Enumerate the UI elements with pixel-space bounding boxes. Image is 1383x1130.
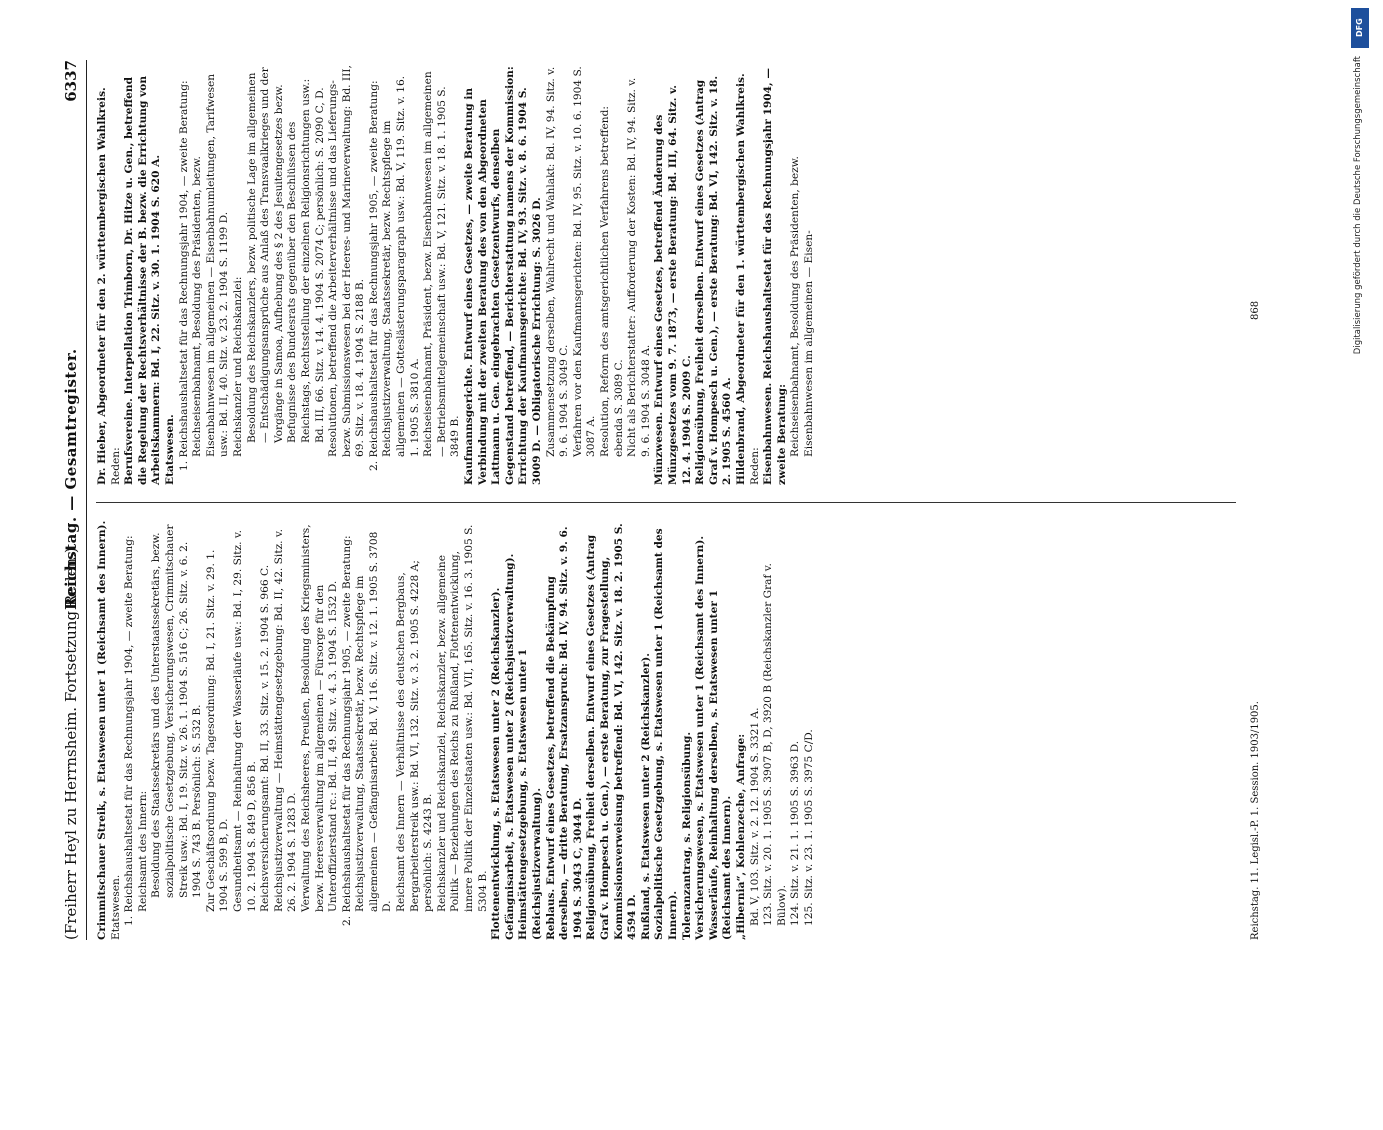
entry: Flottenentwicklung, s. Etatswesen unter 2 (Reichskanzler). xyxy=(490,587,503,940)
entry: 124. Sitz. v. 21. 1. 1905 S. 3963 D. xyxy=(789,740,802,926)
entry: 2. Reichshaushaltsetat für das Rechnungsjahr 1905, — zweite Beratung: xyxy=(367,80,380,471)
entry: Reichsamt des Innern: xyxy=(136,790,149,912)
entry: Reden: xyxy=(109,447,122,485)
entry: Reichseisenbahnamt, Besoldung des Präsidenten, bezw. Eisenbahnwesen im allgemeinen — Eisenbahnumleitungen, Tarifwesen usw.: Bd. II, 40. Sitz. v. 23. 2. 1904 S. 1199 D. xyxy=(191,73,231,457)
entry: Rußland, s. Etatswesen unter 2 (Reichskanzler). xyxy=(639,653,652,940)
rotated-page xyxy=(50,60,1310,1000)
entry: Eisenbahnwesen. Reichshaushaltsetat für das Rechnungsjahr 1904, — zweite Beratung: xyxy=(762,67,788,485)
footer-left: Reichstag. 11. Legisl.-P. 1. Session. 1903/1905. xyxy=(1250,701,1261,940)
funding-note: Digitalisierung gefördert durch die Deutsche Forschungsgemeinschaft xyxy=(1353,56,1363,355)
entry: Versicherungswesen, s. Etatswesen unter 1 (Reichsamt des Innern). xyxy=(694,535,707,940)
entry: Hildenbrand, Abgeordneter für den 1. württembergischen Wahlkreis. xyxy=(734,73,747,485)
entry: Resolutionen, betreffend die Arbeiterverhältnisse und das Lieferungs- bezw. Submissionswesen bei der Heeres- und Marineverwaltung: Bd. III, 69. Sitz. v. 18. 4. 1904 S. 2188 B. xyxy=(327,65,367,457)
entry: 1. Reichshaushaltsetat für das Rechnungsjahr 1904, — zweite Beratung: xyxy=(177,80,190,471)
entry: Reichsamt des Innern — Verhältnisse des deutschen Bergbaus, Bergarbeiterstreik usw.: Bd. VI, 132. Sitz. v. 3. 2. 1905 S. 4228 A; persönlich: S. 4243 B. xyxy=(395,560,435,912)
entry: Reichseisenbahnamt, Besoldung des Präsidenten, bezw. Eisenbahnwesen im allgemeinen — Eisen- xyxy=(789,156,815,457)
header-title: Reichstag. — Gesamtregister. xyxy=(62,348,80,610)
entry: Zusammensetzung derselben, Wahlrecht und Wahlakt: Bd. IV, 94. Sitz. v. 9. 6. 1904 S. 3049 C. xyxy=(544,66,571,457)
entry: Wasserläufe, Reinhaltung derselben, s. Etatswesen unter 1 (Reichsamt des Innern). xyxy=(707,590,734,940)
entry: Gesundheitsamt — Reinhaltung der Wasserläufe usw.: Bd. I, 29. Sitz. v. 10. 2. 1904 S. 849 D, 856 B. xyxy=(231,530,258,912)
entry: Religionsübung, Freiheit derselben. Entwurf eines Gesetzes (Antrag Graf v. Hompesch u. Gen.), — erste Beratung, zur Fragestellung, Kommissionsverweisung betreffend: Bd. VI, 142. Sitz. v. 18. 2. 1905 S. 4594 D. xyxy=(585,523,639,940)
entry: Nicht als Berichterstatter: Aufforderung der Kosten: Bd. IV, 94. Sitz. v. 9. 6. 1904 S. 3048 A. xyxy=(626,77,652,457)
entry: Zur Geschäftsordnung bezw. Tagesordnung: Bd. I, 21. Sitz. v. 29. 1. 1904 S. 599 B, D. xyxy=(204,549,231,912)
entry: Toleranzantrag, s. Religionsübung. xyxy=(680,731,693,940)
entry: Reichsjustizverwaltung — Heimstättengesetzgebung: Bd. II, 42. Sitz. v. 26. 2. 1904 S. 1283 D. xyxy=(272,529,299,912)
dfg-logo: DFG xyxy=(1351,8,1369,48)
entry: Reichsjustizverwaltung, Staatssekretär, bezw. Rechtspflege im allgemeinen — Gefängnisarbeit: Bd. V, 116. Sitz. v. 12. 1. 1905 S. 3708 D. xyxy=(354,531,394,912)
entry: 123. Sitz. v. 20. 1. 1905 S. 3907 B, D, 3920 B (Reichskanzler Graf v. Bülow). xyxy=(762,563,788,926)
entry: Reichsjustizverwaltung, Staatssekretär, bezw. Rechtspflege im allgemeinen — Gotteslästerungsparagraph usw.: Bd. V, 119. Sitz. v. 16. 1. 1905 S. 3810 A. xyxy=(381,75,421,457)
entry: Kaufmannsgerichte. Entwurf eines Gesetzes, — zweite Beratung in Verbindung mit der zweiten Beratung des von den Abgeordneten Lattmann u. Gen. eingebrachten Gesetzentwurfs, denselben Gegenstand betreffend, — Berichterstattung namens der Kommission: Errichtung der Kaufmannsgerichte: Bd. IV, 93. Sitz. v. 8. 6. 1904 S. 3009 D. — Obligatorische Errichtung: S. 3026 D. xyxy=(463,66,543,485)
scanned-page xyxy=(50,0,1261,1130)
entry: Religionsübung, Freiheit derselben. Entwurf eines Gesetzes (Antrag Graf v. Hompesch u. Gen.), — erste Beratung: Bd. VI, 142. Sitz. v. 18. 2. 1905 S. 4560 A. xyxy=(694,75,734,485)
entry: Reblaus. Entwurf eines Gesetzes, betreffend die Bekämpfung derselben, — dritte Beratung, Ersatzanspruch: Bd. IV, 94. Sitz. v. 9. 6. 1904 S. 3043 C, 3044 D. xyxy=(544,526,584,940)
column-left xyxy=(96,520,816,940)
entry: Reichskanzler und Reichskanzlei, Reichskanzler, bezw. allgemeine Politik — Beziehungen des Reichs zu Rußland, Flottenentwicklung, innere Politik der Einzelstaaten usw.: Bd. VII, 165. Sitz. v. 16. 3. 1905 S. 5304 B. xyxy=(435,524,489,912)
footer-sheet-number: 868 xyxy=(1250,300,1261,320)
header-rule xyxy=(86,60,87,940)
entry: Besoldung des Staatssekretärs und des Unterstaatssekretärs, bezw. sozialpolitische Gesetzgebung, Versicherungswesen, Crimmitschauer Streik usw.: Bd. I, 19. Sitz. v. 26. 1. 1904 S. 516 C; 26. Sitz. v. 6. 2. 1904 S. 743 B. Persönlich: S. 532 B. xyxy=(150,524,204,898)
entry: Gefängnisarbeit, s. Etatswesen unter 2 (Reichsjustizverwaltung). xyxy=(503,553,516,940)
entry: Besoldung des Reichskanzlers, bezw. politische Lage im allgemeinen — Entschädigungsansprüche aus Anlaß des Transvaalkrieges und der Vorgänge in Samoa, Aufhebung des § 2 des Jesuitengesetzes bezw. Befugnisse des Bundesrats gegenüber den Beschlüssen des Reichstags, Rechtsstellung der einzelnen Religionsrichtungen usw.: Bd. III, 66. Sitz. v. 14. 4. 1904 S. 2074 C; persönlich: S. 2090 C, D. xyxy=(245,67,326,443)
page-number: 6337 xyxy=(62,60,80,102)
header-left: (Freiherr Heyl zu Herrnsheim. Fortsetzung Reden.) xyxy=(62,547,80,940)
dfg-sidebar xyxy=(1351,8,1375,988)
entry: 1. Reichshaushaltsetat für das Rechnungsjahr 1904, — zweite Beratung: xyxy=(123,535,136,926)
column-divider xyxy=(96,502,1236,503)
entry: Berufsvereine. Interpellation Trimborn, Dr. Hitze u. Gen., betreffend die Regelung der Rechtsverhältnisse der B. bezw. die Errichtung von Arbeitskammern: Bd. I, 22. Sitz. v. 30. 1. 1904 S. 620 A. xyxy=(123,75,163,485)
entry: Münzwesen. Entwurf eines Gesetzes, betreffend Änderung des Münzgesetzes vom 9. 7. 1873, — erste Beratung: Bd. III, 64. Sitz. v. 12. 4. 1904 S. 2009 C. xyxy=(653,85,693,485)
page-header xyxy=(58,60,88,940)
entry: Etatswesen. xyxy=(163,414,176,485)
entry: Resolution, Reform des amtsgerichtlichen Verfahrens betreffend: ebenda S. 3089 C. xyxy=(598,106,625,457)
entry: Reichseisenbahnamt, Präsident, bezw. Eisenbahnwesen im allgemeinen — Betriebsmittelgemeinschaft usw.: Bd. V, 121. Sitz. v. 18. 1. 1905 S. 3849 B. xyxy=(422,71,462,457)
entry: „Hibernia“, Kohlenzeche, Anfrage: xyxy=(734,733,747,940)
page-content xyxy=(50,0,1310,1000)
entry: Dr. Hieber, Abgeordneter für den 2. württembergischen Wahlkreis. xyxy=(96,87,108,485)
entry: Reichskanzler und Reichskanzlei: xyxy=(231,276,244,457)
entry: Verfahren vor den Kaufmannsgerichten: Bd. IV, 95. Sitz. v. 10. 6. 1904 S. 3087 A. xyxy=(571,66,598,457)
entry: Bd. V, 103. Sitz. v. 2. 12. 1904 S. 3321 A. xyxy=(748,707,761,926)
entry: Reichsversicherungsamt: Bd. II, 33. Sitz. v. 15. 2. 1904 S. 966 C. xyxy=(259,564,272,912)
entry: Etatswesen. xyxy=(109,874,122,940)
entry: Reden: xyxy=(748,447,761,485)
entry: Crimmitschauer Streik, s. Etatswesen unter 1 (Reichsamt des Innern). xyxy=(96,520,108,940)
column-right xyxy=(96,65,816,485)
entry: Heimstättengesetzgebung, s. Etatswesen unter 1 (Reichsjustizverwaltung). xyxy=(517,648,543,940)
entry: 125. Sitz. v. 23. 1. 1905 S. 3975 C/D. xyxy=(802,729,815,926)
entry: 2. Reichshaushaltsetat für das Rechnungsjahr 1905, — zweite Beratung: xyxy=(340,535,353,926)
entry: Sozialpolitische Gesetzgebung, s. Etatswesen unter 1 (Reichsamt des Innern). xyxy=(653,528,679,940)
entry: Verwaltung des Reichsheeres, Preußen, Besoldung des Kriegsministers, bezw. Heeresverwaltung im allgemeinen — Fürsorge für den Unteroffizierstand rc.: Bd. II, 49. Sitz. v. 4. 3. 1904 S. 1532 D. xyxy=(299,524,340,912)
